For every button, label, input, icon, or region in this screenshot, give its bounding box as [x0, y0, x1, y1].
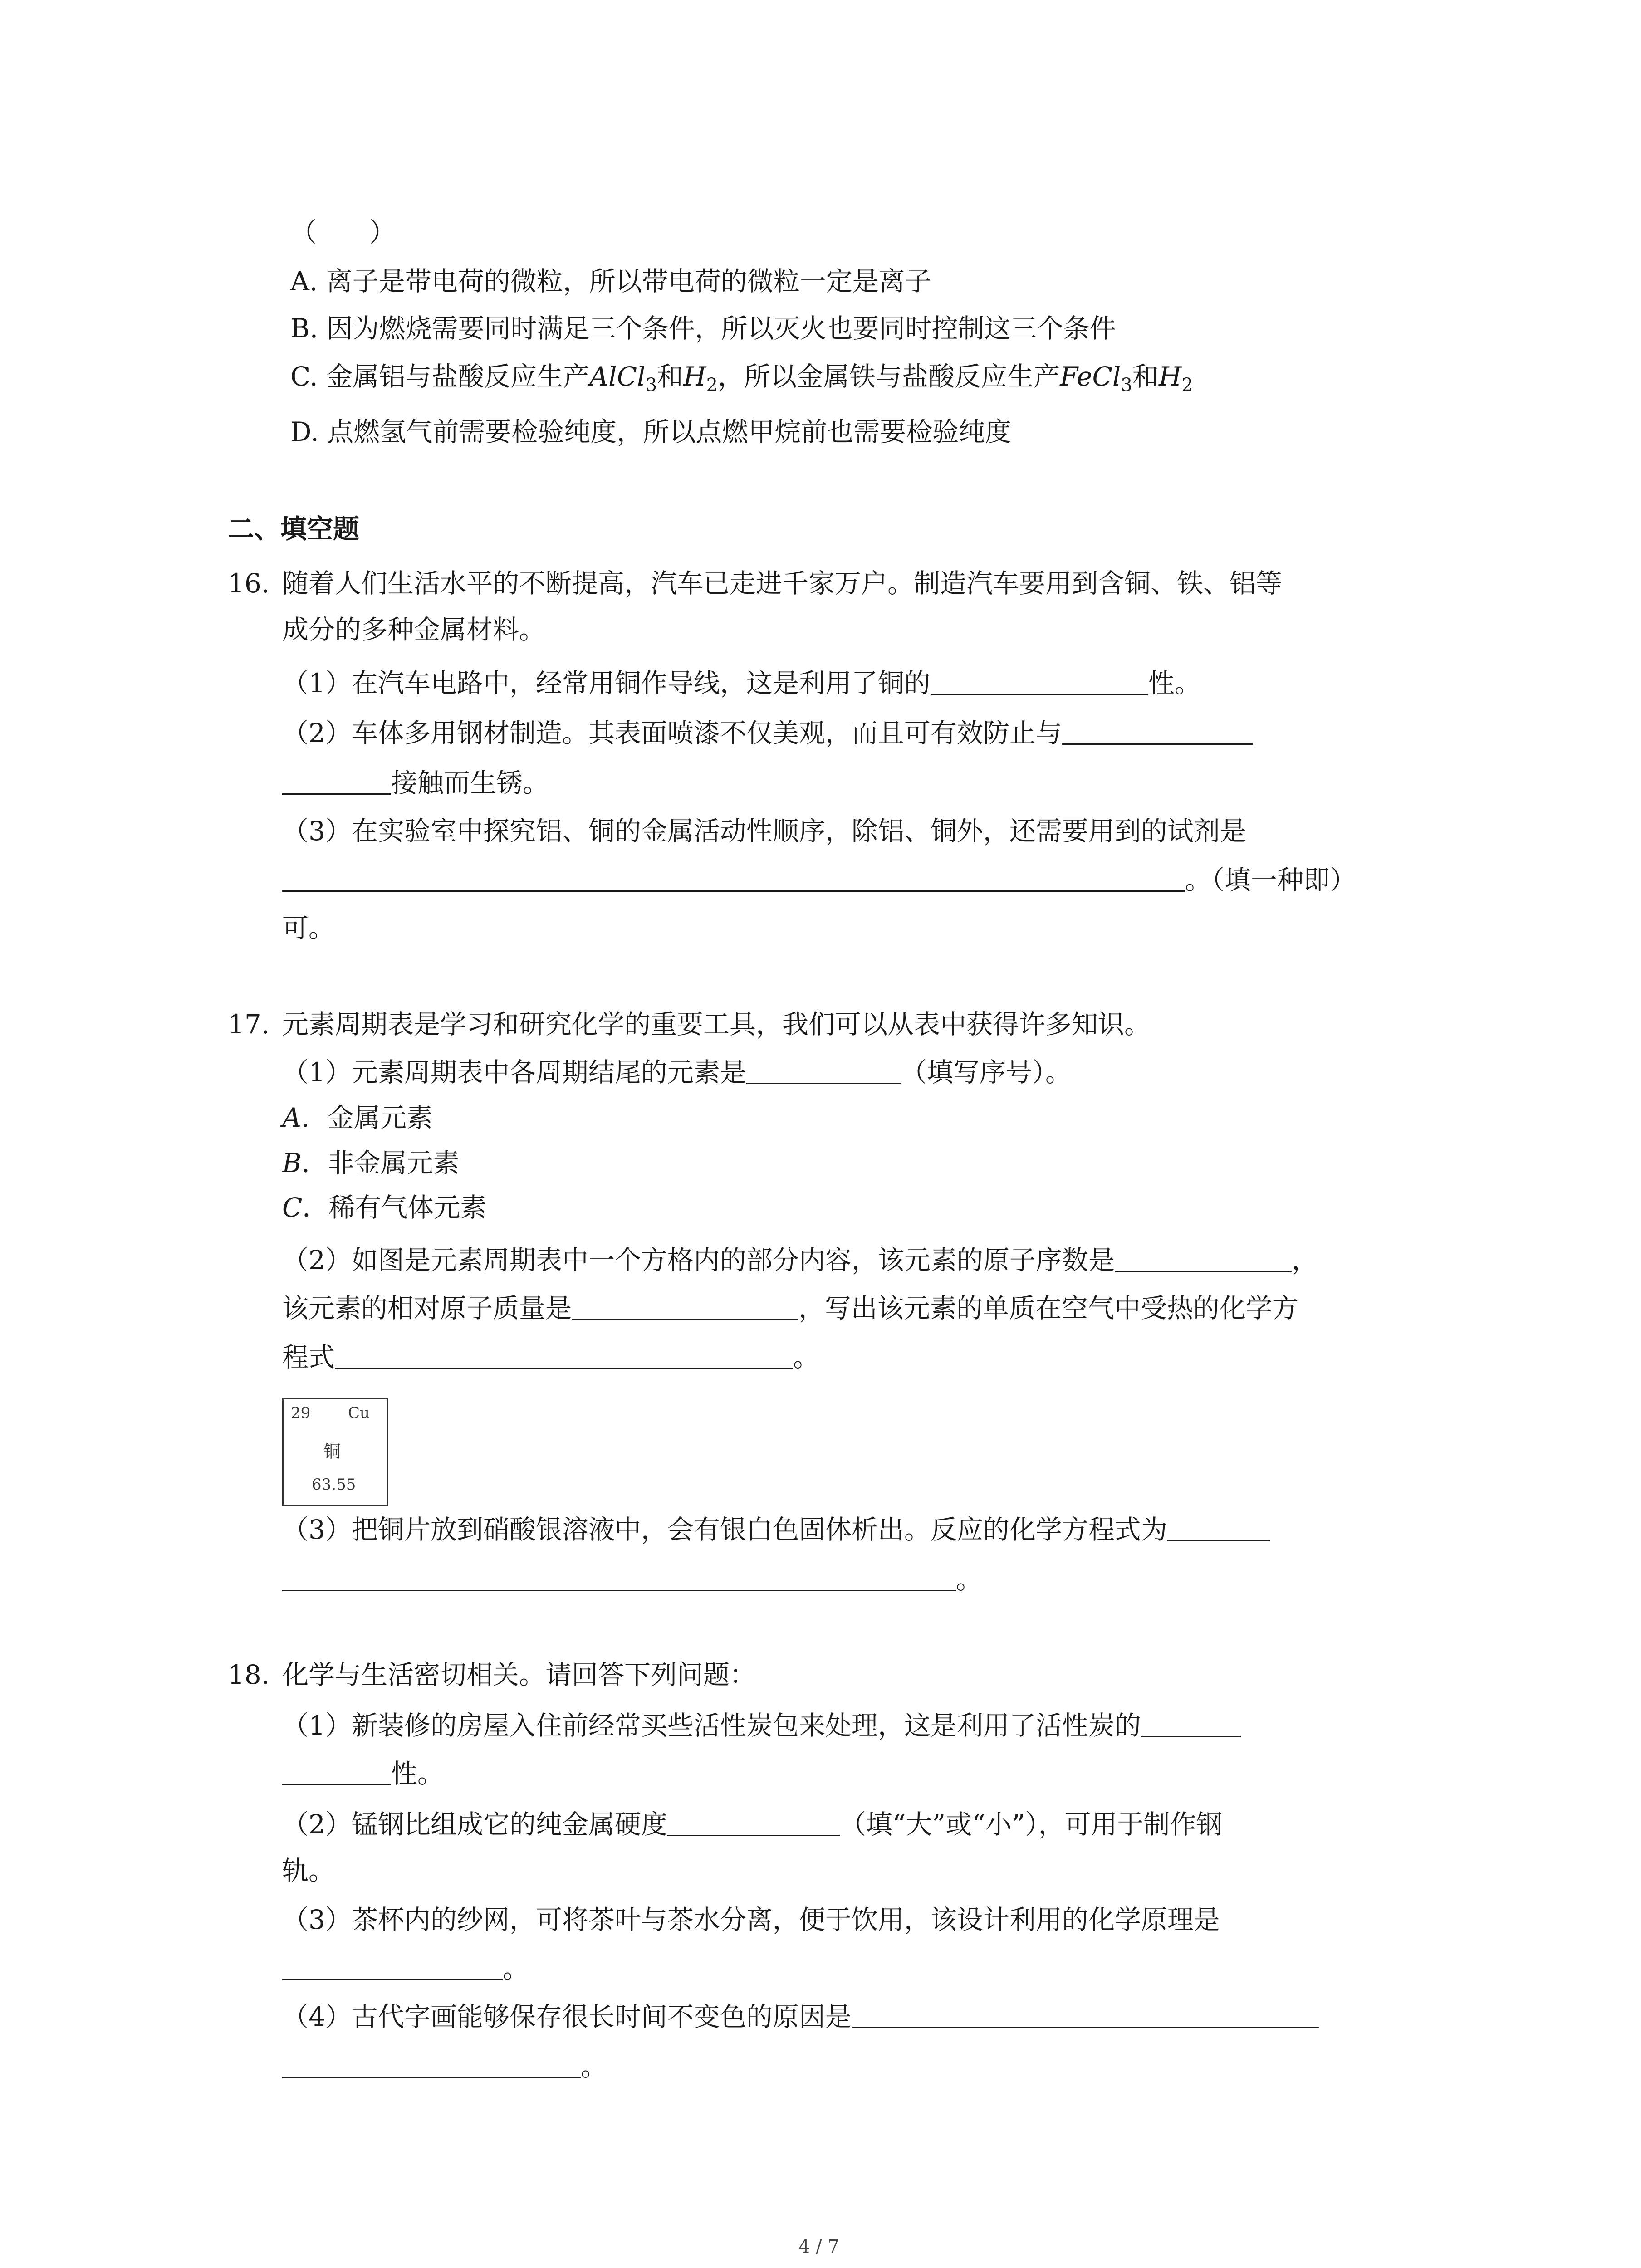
answer-blank[interactable] — [746, 1056, 901, 1084]
q17-part2-text: （2）如图是元素周期表中一个方格内的部分内容，该元素的原子序数是 — [282, 1245, 1115, 1276]
q17-option-a — [282, 1101, 433, 1134]
q17-stem-text: 元素周期表是学习和研究化学的重要工具，我们可以从表中获得许多知识。 — [282, 1009, 1151, 1040]
answer-blank[interactable] — [282, 1953, 503, 1980]
q18-part2-end: 轨。 — [282, 1855, 335, 1886]
formula-h2: H — [683, 361, 706, 392]
q15-option-c — [290, 360, 1193, 396]
q18-number: 18. — [228, 1659, 270, 1690]
page-number: 4 / 7 — [798, 2236, 839, 2257]
q16-part3: （3）在实验室中探究铝、铜的金属活动性顺序，除铝、铜外，还需要用到的试剂是 — [282, 816, 1246, 846]
q18-stem — [228, 1658, 756, 1691]
q18-part4-end: 。 — [581, 2051, 607, 2082]
section-title: 二、填空题 — [228, 513, 360, 544]
q17-part2-text2: 该元素的相对原子质量是 — [282, 1293, 572, 1324]
q17-part2-comma: ， — [1291, 1245, 1318, 1276]
answer-blank[interactable] — [282, 767, 391, 795]
option-text: ．金属元素 — [301, 1102, 433, 1133]
q17-stem — [228, 1008, 1151, 1041]
q16-stem-line2: 成分的多种金属材料。 — [282, 614, 546, 645]
q17-part2-text4: 程式 — [282, 1342, 335, 1373]
q18-part1-text: （1）新装修的房屋入住前经常买些活性炭包来处理，这是利用了活性炭的 — [282, 1710, 1141, 1741]
q18-part2-suffix: （填“大”或“小”），可用于制作钢 — [839, 1809, 1223, 1840]
formula-fecl3: FeCl — [1060, 361, 1121, 392]
q15-option-c-pre: C. 金属铝与盐酸反应生产 — [290, 361, 590, 392]
q16-part3-line2 — [282, 864, 1356, 896]
q16-number: 16. — [228, 568, 270, 599]
answer-blank[interactable] — [282, 864, 1185, 892]
q15-option-c-mid: ，所以金属铁与盐酸反应生产 — [718, 361, 1060, 392]
answer-blank[interactable] — [282, 2051, 581, 2078]
q15-option-d: D. 点燃氢气前需要检验纯度，所以点燃甲烷前也需要检验纯度 — [290, 416, 1012, 447]
q18-part1-suffix: 性。 — [391, 1758, 444, 1789]
answer-blank[interactable] — [1115, 1244, 1292, 1272]
element-name: 铜 — [323, 1442, 341, 1461]
q17-part3-text: （3）把铜片放到硝酸银溶液中，会有银白色固体析出。反应的化学方程式为 — [282, 1514, 1167, 1545]
q18-part3: （3）茶杯内的纱网，可将茶叶与茶水分离，便于饮用，该设计利用的化学原理是 — [282, 1904, 1220, 1935]
q16-part2-suffix: 接触而生锈。 — [391, 767, 549, 798]
q17-part2-line3 — [282, 1341, 819, 1374]
element-atomic-mass: 63.55 — [312, 1476, 356, 1494]
q16-part2-line2 — [282, 767, 549, 799]
q18-part4 — [282, 2000, 1319, 2033]
subscript: 2 — [1181, 375, 1193, 396]
q16-part3-end: 可。 — [282, 913, 335, 943]
element-atomic-number: 29 — [291, 1404, 311, 1422]
q17-part1 — [282, 1056, 1072, 1089]
answer-blank[interactable] — [1167, 1514, 1270, 1541]
q17-part2-line2 — [282, 1292, 1298, 1325]
answer-blank[interactable] — [1062, 717, 1253, 745]
q17-part1-suffix: （填写序号）。 — [900, 1057, 1072, 1088]
q16-part1-text: （1）在汽车电路中，经常用铜作导线，这是利用了铜的 — [282, 668, 931, 699]
option-letter: A — [282, 1102, 301, 1133]
formula-alcl3: AlCl — [589, 361, 646, 392]
q17-part3 — [282, 1513, 1270, 1546]
answer-blank[interactable] — [667, 1809, 840, 1836]
q17-part2-end: 。 — [793, 1342, 820, 1373]
q17-part3-end: 。 — [956, 1564, 983, 1595]
q16-part2-text: （2）车体多用钢材制造。其表面喷漆不仅美观，而且可有效防止与 — [282, 718, 1062, 748]
q17-part3-line2 — [282, 1563, 982, 1596]
q18-part4-text: （4）古代字画能够保存很长时间不变色的原因是 — [282, 2001, 852, 2032]
and-text: 和 — [657, 361, 684, 392]
option-letter: C — [282, 1192, 303, 1223]
q16-stem-text: 随着人们生活水平的不断提高，汽车已走进千家万户。制造汽车要用到含铜、铁、铝等 — [282, 568, 1283, 599]
answer-blank[interactable] — [1141, 1710, 1241, 1737]
q18-part3-end: 。 — [503, 1953, 529, 1984]
option-letter: B — [282, 1148, 302, 1178]
q18-part1 — [282, 1709, 1241, 1742]
q17-part2 — [282, 1244, 1318, 1276]
q18-part2-text: （2）锰钢比组成它的纯金属硬度 — [282, 1809, 667, 1840]
q17-option-c — [282, 1191, 486, 1224]
q17-part1-text: （1）元素周期表中各周期结尾的元素是 — [282, 1057, 746, 1088]
element-tile-copper — [282, 1398, 388, 1506]
formula-h2: H — [1158, 361, 1182, 392]
q16-part2 — [282, 717, 1253, 749]
answer-blank[interactable] — [282, 1758, 391, 1785]
answer-blank[interactable] — [852, 2001, 1319, 2028]
q18-part3-line2 — [282, 1952, 529, 1985]
q15-paren: （ ） — [290, 217, 396, 248]
q15-option-b: B. 因为燃烧需要同时满足三个条件，所以灭火也要同时控制这三个条件 — [290, 313, 1116, 344]
option-text: ．非金属元素 — [301, 1148, 460, 1178]
and-text: 和 — [1132, 361, 1159, 392]
q15-option-a: A. 离子是带电荷的微粒，所以带电荷的微粒一定是离子 — [290, 266, 931, 297]
q17-part2-text3: ，写出该元素的单质在空气中受热的化学方 — [798, 1293, 1299, 1324]
option-text: ．稀有气体元素 — [302, 1192, 487, 1223]
q18-stem-text: 化学与生活密切相关。请回答下列问题： — [282, 1659, 756, 1690]
q18-part4-line2 — [282, 2050, 607, 2083]
q16-part3-suffix: 。（填一种即） — [1185, 865, 1357, 895]
q16-part1 — [282, 667, 1201, 699]
answer-blank[interactable] — [572, 1292, 798, 1320]
subscript: 3 — [1121, 375, 1132, 396]
answer-blank[interactable] — [931, 667, 1148, 695]
element-symbol: Cu — [348, 1404, 370, 1422]
q17-option-b — [282, 1147, 460, 1179]
q16-stem-line1 — [228, 567, 1282, 600]
subscript: 3 — [645, 375, 657, 396]
q18-part1-line2 — [282, 1757, 444, 1790]
subscript: 2 — [706, 375, 718, 396]
q16-part1-suffix: 性。 — [1148, 668, 1201, 699]
answer-blank[interactable] — [282, 1564, 956, 1591]
q17-number: 17. — [228, 1009, 270, 1040]
answer-blank[interactable] — [335, 1341, 793, 1369]
q18-part2 — [282, 1808, 1223, 1841]
